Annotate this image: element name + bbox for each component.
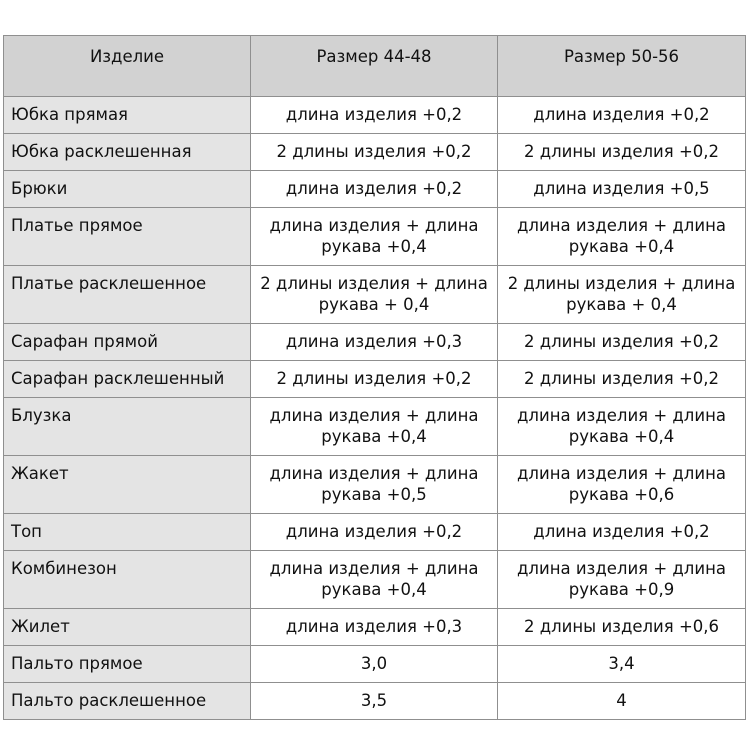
size-50-56-cell: 3,4	[498, 646, 746, 683]
item-name-cell: Юбка прямая	[4, 97, 251, 134]
header-size-44-48: Размер 44-48	[251, 36, 498, 97]
item-name-cell: Брюки	[4, 171, 251, 208]
size-50-56-cell: 2 длины изделия +0,6	[498, 609, 746, 646]
size-50-56-cell: 2 длины изделия + длина рукава + 0,4	[498, 266, 746, 324]
size-44-48-cell: длина изделия +0,3	[251, 609, 498, 646]
table-row	[4, 514, 746, 551]
fabric-consumption-table-container	[3, 35, 745, 720]
size-50-56-cell: 4	[498, 683, 746, 720]
size-50-56-cell: 2 длины изделия +0,2	[498, 324, 746, 361]
size-44-48-cell: длина изделия + длина рукава +0,4	[251, 551, 498, 609]
item-name-cell: Юбка расклешенная	[4, 134, 251, 171]
size-44-48-cell: 3,5	[251, 683, 498, 720]
size-50-56-cell: 2 длины изделия +0,2	[498, 361, 746, 398]
size-50-56-cell: длина изделия + длина рукава +0,9	[498, 551, 746, 609]
size-44-48-cell: длина изделия +0,2	[251, 171, 498, 208]
item-name-cell: Сарафан расклешенный	[4, 361, 251, 398]
table-row	[4, 266, 746, 324]
size-44-48-cell: длина изделия + длина рукава +0,4	[251, 208, 498, 266]
size-44-48-cell: 2 длины изделия +0,2	[251, 361, 498, 398]
size-50-56-cell: длина изделия +0,5	[498, 171, 746, 208]
size-44-48-cell: 3,0	[251, 646, 498, 683]
table-row	[4, 609, 746, 646]
size-50-56-cell: 2 длины изделия +0,2	[498, 134, 746, 171]
table-row	[4, 171, 746, 208]
header-size-50-56: Размер 50-56	[498, 36, 746, 97]
table-row	[4, 324, 746, 361]
table-row	[4, 646, 746, 683]
item-name-cell: Платье прямое	[4, 208, 251, 266]
table-row	[4, 456, 746, 514]
size-44-48-cell: длина изделия + длина рукава +0,5	[251, 456, 498, 514]
item-name-cell: Жилет	[4, 609, 251, 646]
size-44-48-cell: длина изделия +0,2	[251, 97, 498, 134]
header-item: Изделие	[4, 36, 251, 97]
item-name-cell: Платье расклешенное	[4, 266, 251, 324]
size-50-56-cell: длина изделия + длина рукава +0,6	[498, 456, 746, 514]
size-44-48-cell: длина изделия +0,3	[251, 324, 498, 361]
fabric-consumption-table	[3, 35, 746, 720]
size-44-48-cell: длина изделия +0,2	[251, 514, 498, 551]
header-row	[4, 36, 746, 97]
table-row	[4, 208, 746, 266]
item-name-cell: Топ	[4, 514, 251, 551]
item-name-cell: Комбинезон	[4, 551, 251, 609]
item-name-cell: Пальто прямое	[4, 646, 251, 683]
item-name-cell: Пальто расклешенное	[4, 683, 251, 720]
size-50-56-cell: длина изделия +0,2	[498, 514, 746, 551]
size-44-48-cell: 2 длины изделия +0,2	[251, 134, 498, 171]
size-50-56-cell: длина изделия + длина рукава +0,4	[498, 208, 746, 266]
table-row	[4, 97, 746, 134]
item-name-cell: Сарафан прямой	[4, 324, 251, 361]
table-row	[4, 551, 746, 609]
item-name-cell: Блузка	[4, 398, 251, 456]
size-44-48-cell: 2 длины изделия + длина рукава + 0,4	[251, 266, 498, 324]
size-50-56-cell: длина изделия + длина рукава +0,4	[498, 398, 746, 456]
item-name-cell: Жакет	[4, 456, 251, 514]
table-row	[4, 134, 746, 171]
table-body	[4, 97, 746, 720]
table-row	[4, 398, 746, 456]
size-44-48-cell: длина изделия + длина рукава +0,4	[251, 398, 498, 456]
size-50-56-cell: длина изделия +0,2	[498, 97, 746, 134]
table-row	[4, 683, 746, 720]
table-header	[4, 36, 746, 97]
table-row	[4, 361, 746, 398]
